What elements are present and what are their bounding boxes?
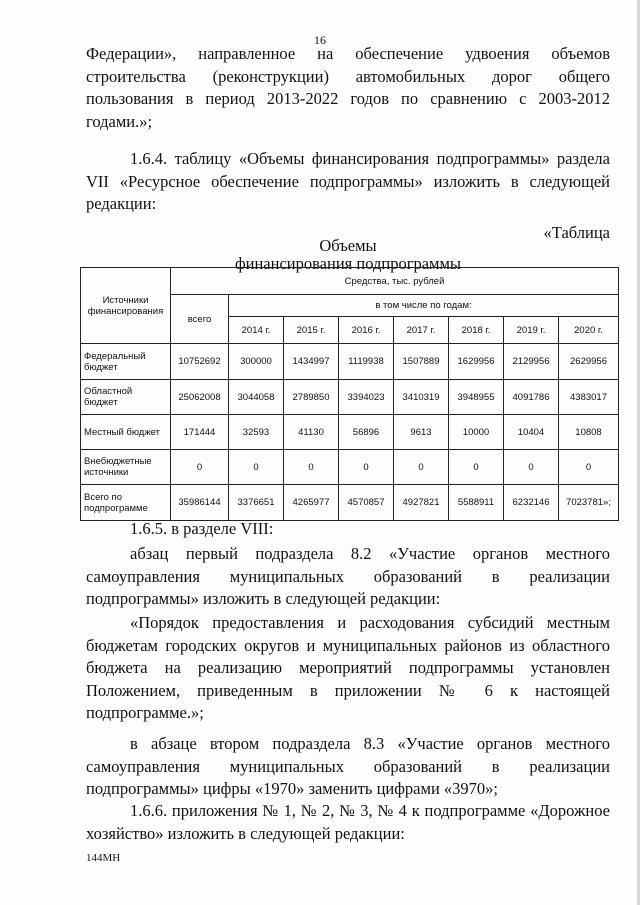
text-line: бюджетам городских округов и муниципальных районов из областного [86,635,610,655]
financing-table [80,267,619,521]
row-source: Внебюджетные источники [81,450,171,485]
text-line: редакции: [86,194,157,213]
cell-value: 2789850 [284,380,339,415]
table-title-line-1: Объемы [319,236,377,255]
text-line: Федерации», направленное на обеспечение удвоения объемов [86,44,610,63]
cell-value: 0 [171,450,229,485]
cell-value: 0 [229,450,284,485]
header-funds: Средства, тыс. рублей [171,268,619,295]
subsection-8-3-paragraph [86,733,610,801]
text-line: строительства (реконструкции) автомобильных дорог общего [86,66,610,86]
text-line: VII «Ресурсное обеспечение подпрограммы» изложить в следующей [86,171,610,191]
text-line: годами.»; [86,111,153,131]
cell-value: 3376651 [229,485,284,521]
text-line: «Порядок предоставления и расходования субсидий местным [130,613,610,632]
cell-value: 10808 [559,415,619,450]
item-1-6-5-paragraph [86,518,610,541]
header-by-year: в том числе по годам: [229,295,619,317]
cell-value: 35986144 [171,485,229,521]
text-line: подпрограммы» цифры «1970» заменить цифрами «3970»; [86,779,498,798]
text-line: бюджета на реализацию мероприятий подпрограммы установлен [86,658,610,677]
table-row [81,415,619,450]
row-source: Федеральный бюджет [81,344,171,380]
cell-value: 10000 [449,415,504,450]
header-year: 2020 г. [559,317,619,344]
text-line: самоуправления муниципальных образований в реализации [86,566,610,586]
cell-value: 6232146 [504,485,559,521]
subsection-8-2-paragraph [86,543,610,611]
header-total: всего [171,295,229,344]
cell-value: 1507889 [394,344,449,380]
cell-value: 25062008 [171,380,229,415]
text-line: пользования в период 2013-2022 годов по сравнению с 2003-2012 [86,89,610,108]
cell-value: 1434997 [284,344,339,380]
text-line: хозяйство» изложить в следующей редакции: [86,823,405,843]
document-code: 144МН [86,852,121,864]
cell-value: 300000 [229,344,284,380]
cell-value: 0 [284,450,339,485]
cell-value: 1119938 [339,344,394,380]
header-year: 2016 г. [339,317,394,344]
cell-value: 0 [559,450,619,485]
item-1-6-4-paragraph [86,148,610,216]
text-line: подпрограммы» изложить в следующей редакции: [86,589,441,608]
header-year: 2017 г. [394,317,449,344]
text-line: 1.6.6. приложения № 1, № 2, № 3, № 4 к подпрограмме «Дорожное [130,801,610,820]
cell-value: 2129956 [504,344,559,380]
table-row [81,485,619,521]
text-line: в абзаце втором подраздела 8.3 «Участие органов местного [130,734,610,753]
page-number: 16 [314,33,326,47]
text-line: самоуправления муниципальных образований в реализации [86,756,610,776]
cell-value: 3410319 [394,380,449,415]
table-label: «Таблица [543,223,610,242]
cell-value: 10404 [504,415,559,450]
cell-value: 1629956 [449,344,504,380]
row-source: Всего по подпрограмме [81,485,171,521]
cell-value: 4927821 [394,485,449,521]
cell-value: 4091786 [504,380,559,415]
row-source: Местный бюджет [81,415,171,450]
cell-value: 0 [504,450,559,485]
text-line: Положением, приведенным в приложении № 6 к настоящей [86,680,610,700]
item-1-6-6-paragraph [86,800,610,845]
cell-value: 3948955 [449,380,504,415]
header-year: 2015 г. [284,317,339,344]
cell-value: 10752692 [171,344,229,380]
cell-value: 41130 [284,415,339,450]
intro-paragraph [86,43,610,133]
table-title-line-2: финансирования подпрограммы [234,254,462,273]
cell-value: 9613 [394,415,449,450]
header-year: 2019 г. [504,317,559,344]
cell-value: 3394023 [339,380,394,415]
cell-value: 0 [339,450,394,485]
cell-value: 2629956 [559,344,619,380]
cell-value: 0 [394,450,449,485]
header-year: 2014 г. [229,317,284,344]
cell-value: 171444 [171,415,229,450]
text-line: подпрограмме.»; [86,703,204,722]
text-line: 1.6.5. в разделе VIII: [130,519,274,538]
cell-value: 4383017 [559,380,619,415]
text-line: абзац первый подраздела 8.2 «Участие органов местного [130,544,610,563]
cell-value: 56896 [339,415,394,450]
quote-paragraph [86,612,610,725]
text-line: 1.6.4. таблицу «Объемы финансирования подпрограммы» раздела [130,149,610,168]
header-year: 2018 г. [449,317,504,344]
cell-value: 32593 [229,415,284,450]
header-sources: Источники финансирования [81,268,171,344]
cell-value: 4265977 [284,485,339,521]
table-row [81,450,619,485]
cell-value: 5588911 [449,485,504,521]
cell-value: 3044058 [229,380,284,415]
cell-value: 0 [449,450,504,485]
cell-value: 4570857 [339,485,394,521]
cell-value: 7023781»; [559,485,619,521]
row-source: Областной бюджет [81,380,171,415]
table-row [81,344,619,380]
table-row [81,380,619,415]
